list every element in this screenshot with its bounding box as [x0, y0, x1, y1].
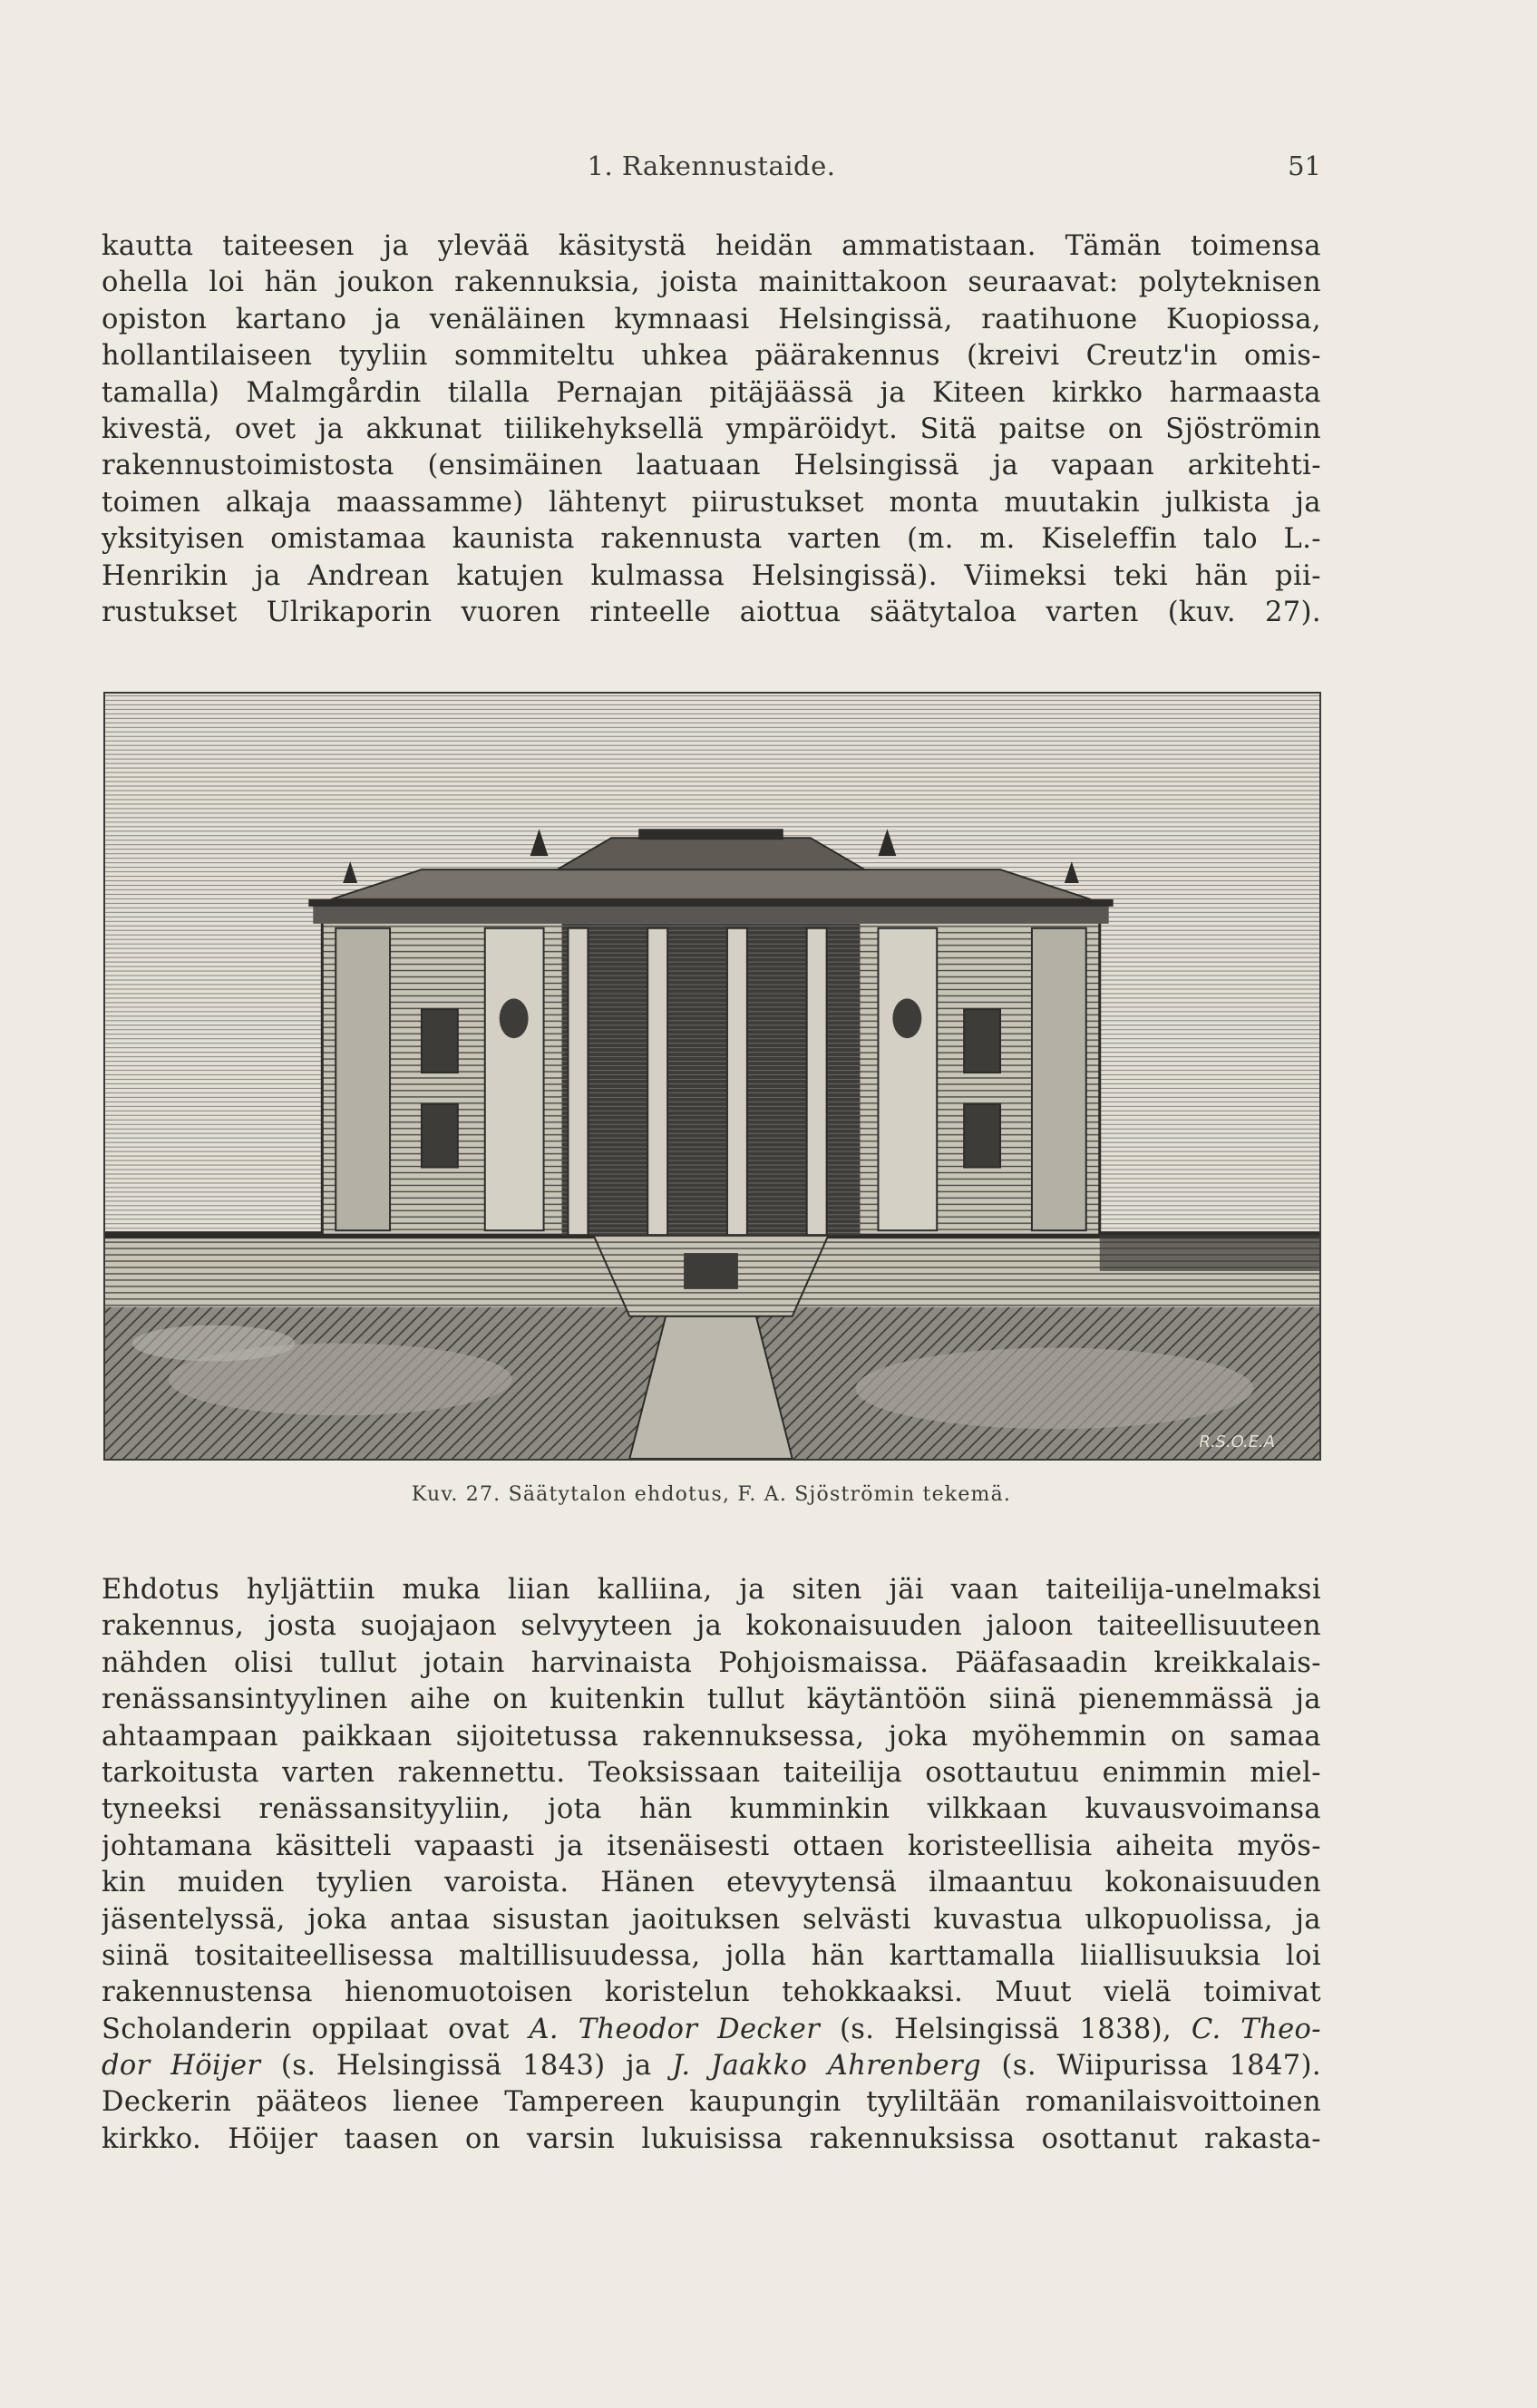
page-number: 51 — [1288, 150, 1321, 181]
text-line: Ehdotus hyljättiin muka liian kalliina, ja siten jäi vaan taiteilija-unelmaksi — [102, 1574, 1321, 1606]
text-line: rakennustensa hienomuotoisen koristelun tehokkaaksi. Muut vielä toimivat — [102, 1976, 1321, 2009]
parliament-building-engraving — [105, 694, 1319, 1459]
text-run: Scholanderin oppilaat ovat — [102, 2013, 530, 2045]
engraver-signature: R.S.O.E.A — [1199, 1432, 1276, 1452]
text-line: tarkoitusta varten rakennettu. Teoksissaan taiteilija osottautuu enimmin miel- — [102, 1756, 1321, 1789]
text-line: rakennustoimistosta (ensimäinen laatuaan Helsingissä ja vapaan arkitehti- — [102, 450, 1321, 482]
figure-caption: Kuv. 27. Säätytalon ehdotus, F. A. Sjöströmin tekemä. — [411, 1483, 1012, 1506]
text-run: (s. Wiipurissa 1847). — [981, 2050, 1321, 2083]
text-line: Henrikin ja Andrean katujen kulmassa Helsingissä). Viimeksi teki hän pii- — [102, 559, 1321, 592]
text-line: nähden olisi tullut jotain harvinaista Pohjoismaissa. Pääfasaadin kreikkalais- — [102, 1646, 1321, 1679]
text-line: kin muiden tyylien varoista. Hänen etevyytensä ilmaantuu kokonaisuuden — [102, 1867, 1321, 1899]
text-line: siinä tositaiteellisessa maltillisuudessa, jolla hän karttamalla liiallisuuksia loi — [102, 1939, 1321, 1972]
text-line: Deckerin pääteos lienee Tampereen kaupungin tyyliltään romanilaisvoittoinen — [102, 2086, 1321, 2119]
text-line: tamalla) Malmgårdin tilalla Pernajan pitäjäässä ja Kiteen kirkko harmaasta — [102, 376, 1321, 409]
running-title: 1. Rakennustaide. — [587, 150, 836, 181]
text-line: rustukset Ulrikaporin vuoren rinteelle aiottua säätytaloa varten (kuv. 27). — [102, 596, 1321, 628]
text-line: ahtaampaan paikkaan sijoitetussa rakennuksessa, joka myöhemmin on samaa — [102, 1720, 1321, 1753]
text-line: toimen alkaja maassamme) lähtenyt piirustukset monta muutakin julkista ja — [102, 486, 1321, 519]
text-line: hollantilaiseen tyyliin sommiteltu uhkea päärakennus (kreivi Creutz'in omis- — [102, 340, 1321, 373]
text-line: kivestä, ovet ja akkunat tiilikehyksellä ympäröidyt. Sitä paitse on Sjöströmin — [102, 413, 1321, 445]
text-line-with-names — [102, 2012, 1321, 2048]
text-line: kautta taiteesen ja ylevää käsitystä heidän ammatistaan. Tämän toimensa — [102, 230, 1321, 262]
text-line: johtamana käsitteli vapaasti ja itsenäisesti ottaen koristeellisia aiheita myös- — [102, 1830, 1321, 1862]
text-line: rakennus, josta suojajaon selvyyteen ja kokonaisuuden jaloon taiteellisuuteen — [102, 1610, 1321, 1643]
architect-name-ahrenberg: J. Jaakko Ahrenberg — [672, 2050, 982, 2083]
text-run: (s. Helsingissä 1838), — [820, 2013, 1192, 2045]
architect-name-hoijer-start: C. Theo- — [1191, 2013, 1321, 2045]
text-line: renässansintyylinen aihe on kuitenkin tullut käytäntöön siinä pienemmässä ja — [102, 1684, 1321, 1716]
paragraph-1 — [102, 228, 1321, 631]
text-line: yksityisen omistamaa kaunista rakennusta varten (m. m. Kiseleffin talo L.- — [102, 523, 1321, 556]
paragraph-2 — [102, 1572, 1321, 2158]
architect-name-decker: A. Theodor Decker — [529, 2013, 821, 2045]
page-header — [102, 150, 1321, 187]
text-line: jäsentelyssä, joka antaa sisustan jaoituksen selvästi kuvastua ulkopuolissa, ja — [102, 1903, 1321, 1936]
text-line-with-names — [102, 2048, 1321, 2084]
text-line: ohella loi hän joukon rakennuksia, joista mainittakoon seuraavat: polyteknisen — [102, 267, 1321, 299]
text-line: kirkko. Höijer taasen on varsin lukuisissa rakennuksissa osottanut rakasta- — [102, 2122, 1321, 2155]
text-line: opiston kartano ja venäläinen kymnaasi Helsingissä, raatihuone Kuopiossa, — [102, 303, 1321, 335]
architect-name-hoijer-end: dor Höijer — [102, 2050, 261, 2083]
engraving-figure — [103, 692, 1321, 1461]
text-line: tyneeksi renässansityyliin, jota hän kumminkin vilkkaan kuvausvoimansa — [102, 1793, 1321, 1826]
text-run: (s. Helsingissä 1843) ja — [260, 2050, 673, 2083]
